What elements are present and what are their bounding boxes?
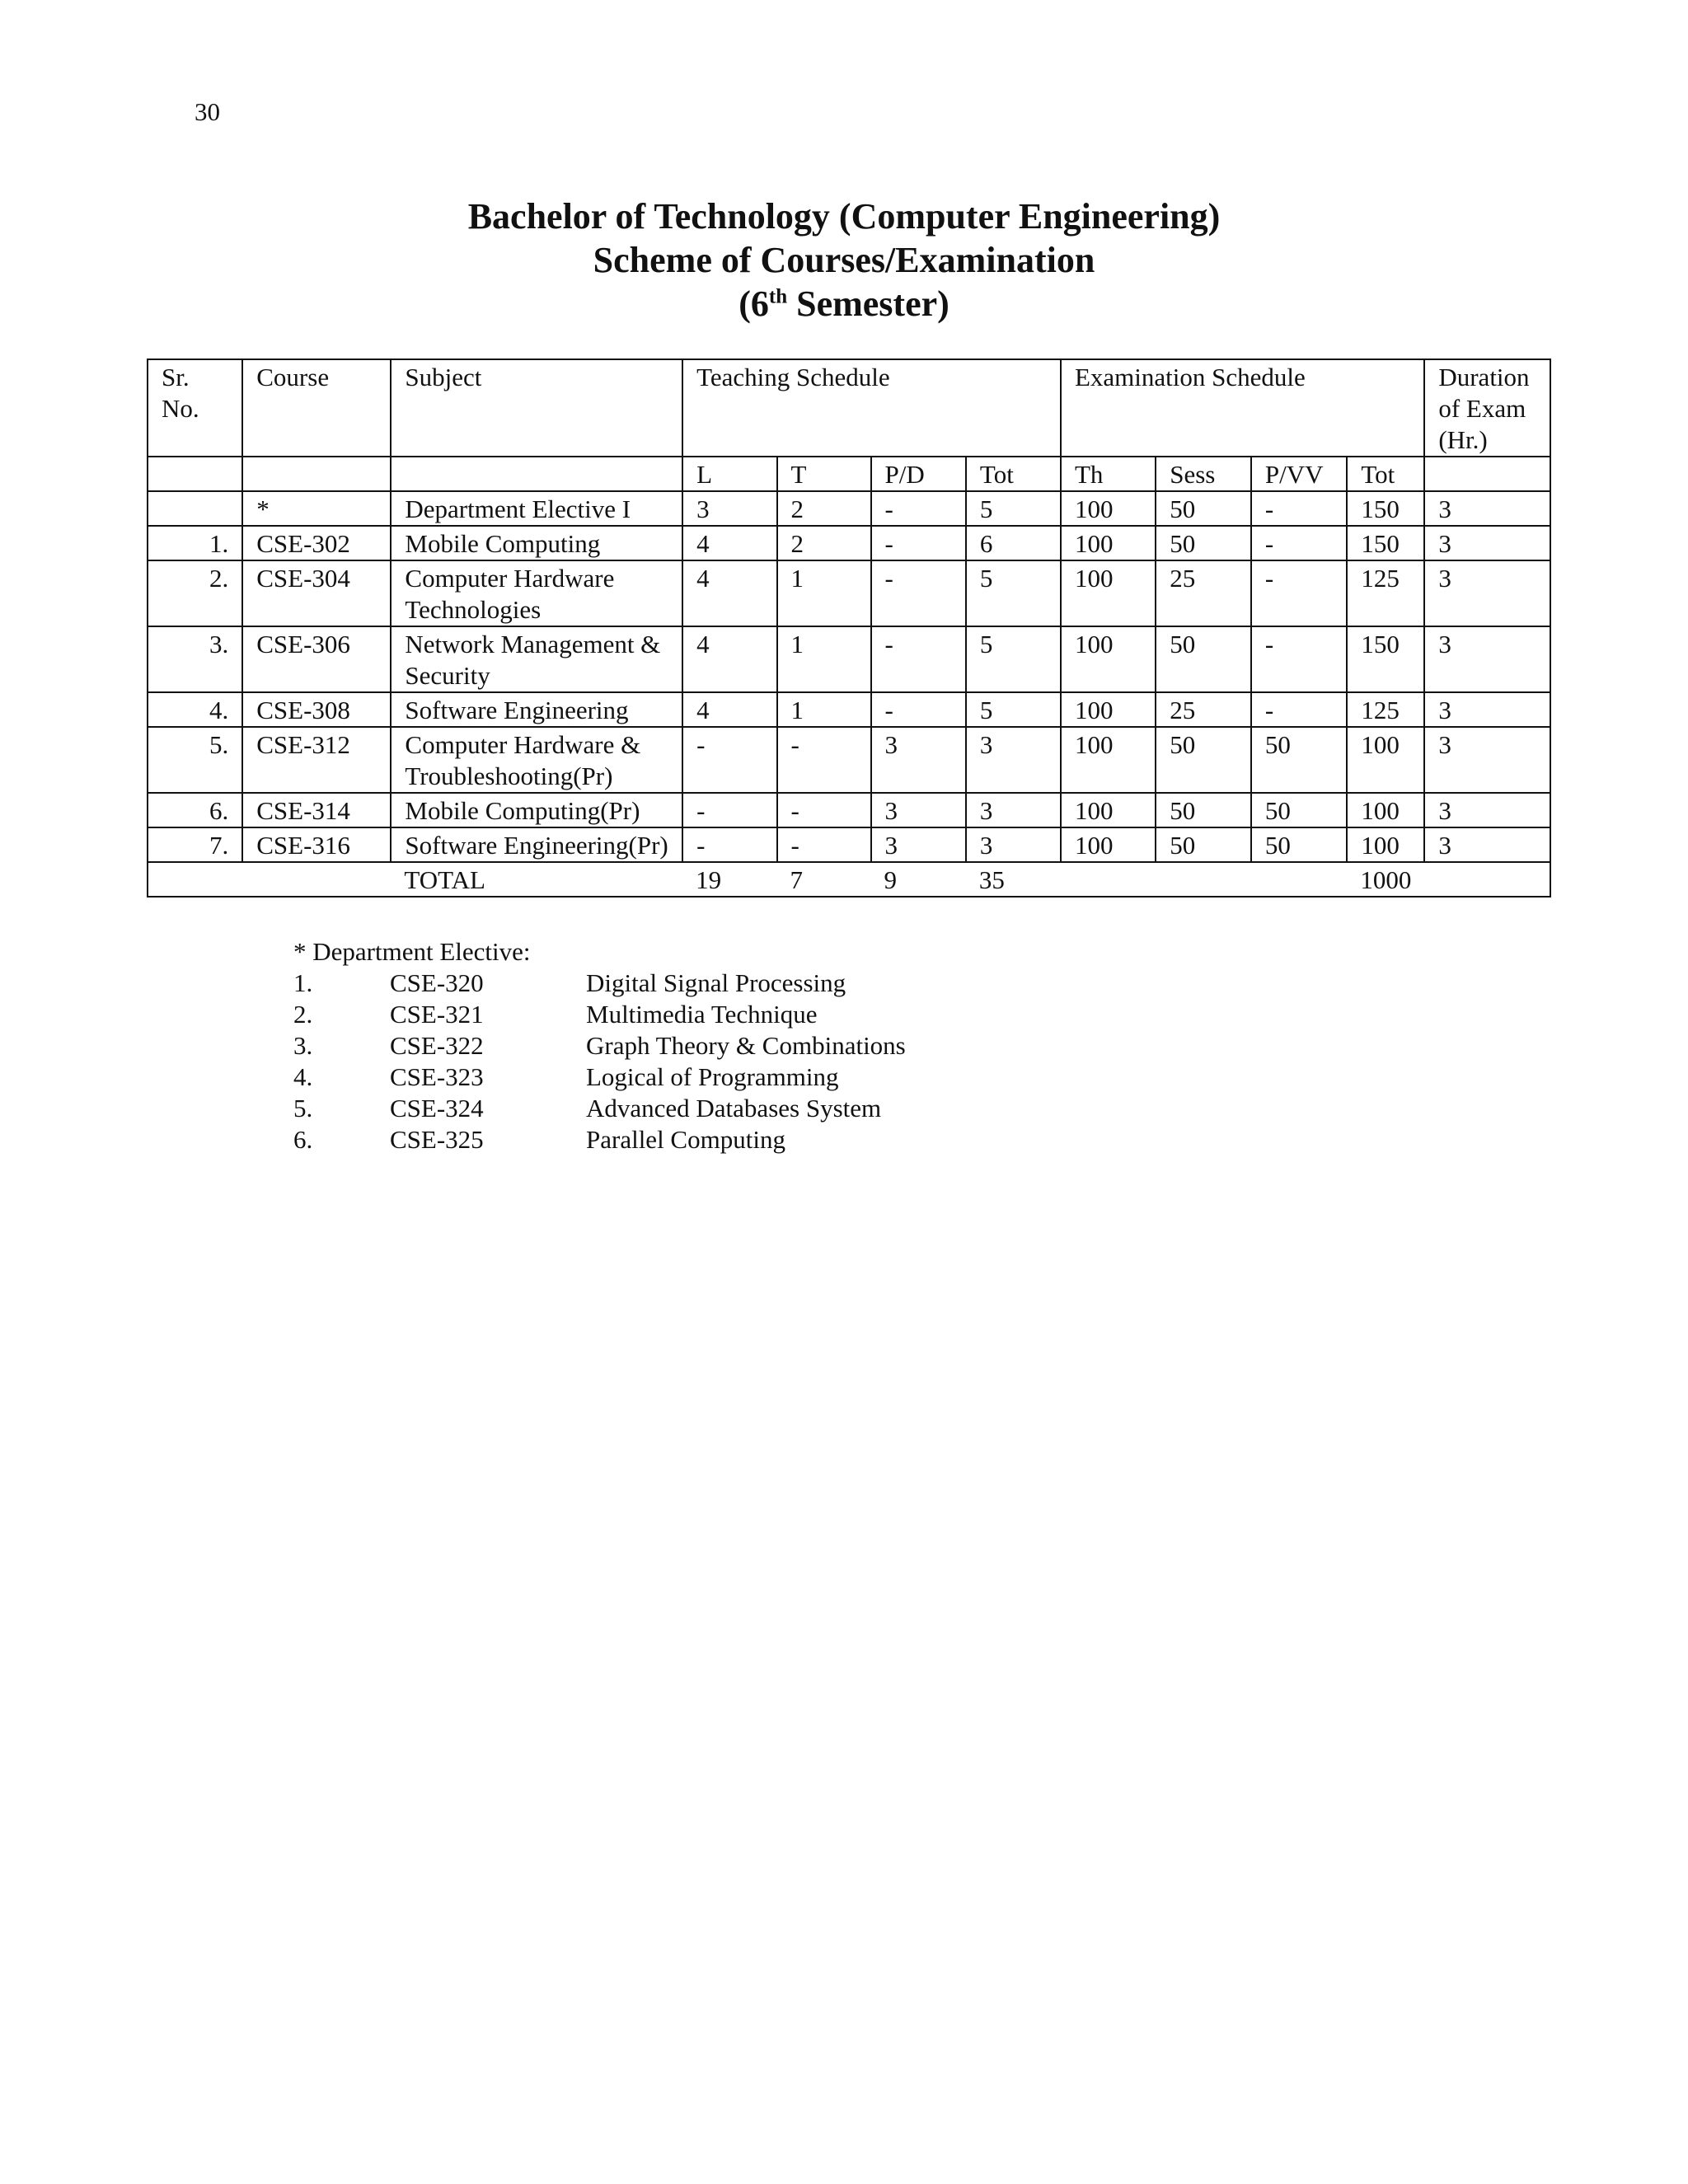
row-sr-no [148, 491, 242, 526]
electives-heading: * Department Elective: [293, 937, 531, 966]
elective-code: CSE-325 [390, 1125, 484, 1154]
title-line-2: Scheme of Courses/Examination [593, 240, 1095, 280]
row-value-cell: 4 [682, 692, 776, 727]
elective-number: 4. [293, 1062, 313, 1091]
page-title [0, 194, 1688, 326]
row-value-cell: 100 [1061, 793, 1156, 827]
table-row [148, 827, 1550, 862]
table-total-row [148, 862, 1550, 897]
row-course-code: CSE-314 [242, 793, 391, 827]
row-value-cell: - [1251, 626, 1347, 692]
row-value-cell: - [871, 692, 966, 727]
title-line-3-open: (6 [738, 284, 769, 324]
row-value-cell: 125 [1347, 560, 1424, 626]
row-value-cell: 3 [1424, 526, 1550, 560]
elective-number: 2. [293, 1000, 313, 1029]
subheader-sess: Sess [1156, 457, 1251, 491]
table-subheader-row [148, 457, 1550, 491]
row-value-cell: 3 [966, 727, 1061, 793]
row-value-cell: 100 [1061, 827, 1156, 862]
title-line-3 [0, 282, 1688, 326]
row-value-cell: 3 [1424, 793, 1550, 827]
row-value-cell: - [682, 793, 776, 827]
title-line-1: Bachelor of Technology (Computer Engineering) [467, 196, 1221, 237]
row-value-cell: 100 [1347, 793, 1424, 827]
row-value-cell: 3 [1424, 560, 1550, 626]
row-value-cell: 50 [1251, 793, 1347, 827]
elective-number: 1. [293, 968, 313, 997]
row-value-cell: 3 [966, 827, 1061, 862]
row-value-cell: 100 [1061, 626, 1156, 692]
elective-name: Graph Theory & Combinations [586, 1031, 906, 1060]
subheader-pd: P/D [871, 457, 966, 491]
total-empty-cell [1424, 862, 1550, 897]
subheader-empty-cell [391, 457, 682, 491]
row-value-cell: - [871, 491, 966, 526]
elective-code: CSE-323 [390, 1062, 484, 1091]
row-value-cell: - [871, 526, 966, 560]
elective-code: CSE-322 [390, 1031, 484, 1060]
header-duration-line-2: of Exam [1438, 394, 1526, 423]
table-row [148, 491, 1550, 526]
elective-code: CSE-321 [390, 1000, 484, 1029]
row-value-cell: 3 [1424, 491, 1550, 526]
row-value-cell: 1 [777, 626, 871, 692]
subheader-empty-cell [242, 457, 391, 491]
row-value-cell: 5 [966, 560, 1061, 626]
elective-name: Digital Signal Processing [586, 968, 846, 997]
subheader-pvv: P/VV [1251, 457, 1347, 491]
subheader-empty-cell [1424, 457, 1550, 491]
row-value-cell: - [1251, 491, 1347, 526]
row-sr-no: 4. [148, 692, 242, 727]
row-value-cell: 3 [1424, 727, 1550, 793]
row-value-cell: 4 [682, 560, 776, 626]
total-exam-tot: 1000 [1347, 862, 1424, 897]
total-t: 7 [777, 862, 871, 897]
header-teaching-schedule: Teaching Schedule [682, 359, 1061, 457]
table-row [148, 793, 1550, 827]
row-value-cell: 1 [777, 692, 871, 727]
row-value-cell: - [777, 727, 871, 793]
row-value-cell: 50 [1251, 827, 1347, 862]
row-sr-no: 1. [148, 526, 242, 560]
subheader-t: T [777, 457, 871, 491]
row-value-cell: 5 [966, 626, 1061, 692]
row-value-cell: 25 [1156, 692, 1251, 727]
row-value-cell: 3 [966, 793, 1061, 827]
scheme-table [147, 359, 1551, 898]
elective-item [293, 1093, 906, 1124]
row-value-cell: 5 [966, 692, 1061, 727]
row-value-cell: 6 [966, 526, 1061, 560]
elective-name: Logical of Programming [586, 1062, 839, 1091]
table-row [148, 626, 1550, 692]
row-value-cell: 3 [682, 491, 776, 526]
elective-number: 6. [293, 1125, 313, 1154]
elective-item [293, 968, 906, 999]
row-value-cell: - [777, 793, 871, 827]
row-value-cell: - [682, 827, 776, 862]
row-subject: Department Elective I [391, 491, 682, 526]
table-row [148, 560, 1550, 626]
row-sr-no: 5. [148, 727, 242, 793]
row-value-cell: 5 [966, 491, 1061, 526]
row-value-cell: 150 [1347, 626, 1424, 692]
header-duration [1424, 359, 1550, 457]
header-sr-line-2: No. [162, 394, 199, 423]
row-course-code: CSE-302 [242, 526, 391, 560]
department-electives [293, 936, 906, 1155]
elective-number: 3. [293, 1031, 313, 1060]
elective-item [293, 999, 906, 1030]
row-value-cell: 4 [682, 526, 776, 560]
row-value-cell: 50 [1156, 827, 1251, 862]
row-value-cell: 4 [682, 626, 776, 692]
row-value-cell: - [871, 626, 966, 692]
elective-item [293, 1062, 906, 1093]
row-sr-no: 3. [148, 626, 242, 692]
row-subject: Software Engineering [391, 692, 682, 727]
row-course-code: CSE-316 [242, 827, 391, 862]
header-sr-no [148, 359, 242, 457]
row-value-cell: 50 [1156, 727, 1251, 793]
row-value-cell: - [1251, 560, 1347, 626]
subheader-l: L [682, 457, 776, 491]
total-teaching-tot: 35 [966, 862, 1061, 897]
elective-code: CSE-324 [390, 1094, 484, 1122]
subheader-th: Th [1061, 457, 1156, 491]
row-course-code: * [242, 491, 391, 526]
row-value-cell: 3 [1424, 827, 1550, 862]
row-value-cell: 150 [1347, 526, 1424, 560]
row-subject: Computer Hardware Technologies [391, 560, 682, 626]
row-value-cell: 3 [871, 727, 966, 793]
header-duration-line-3: (Hr.) [1438, 425, 1488, 454]
table-row [148, 526, 1550, 560]
row-sr-no: 6. [148, 793, 242, 827]
row-value-cell: 50 [1156, 526, 1251, 560]
row-value-cell: 1 [777, 560, 871, 626]
table-row [148, 727, 1550, 793]
row-value-cell: 2 [777, 491, 871, 526]
row-value-cell: 3 [1424, 626, 1550, 692]
row-value-cell: 50 [1156, 626, 1251, 692]
row-value-cell: 100 [1061, 692, 1156, 727]
row-sr-no: 2. [148, 560, 242, 626]
page-number: 30 [195, 97, 220, 126]
row-value-cell: 3 [1424, 692, 1550, 727]
row-value-cell: 100 [1061, 491, 1156, 526]
header-duration-line-1: Duration [1438, 363, 1530, 391]
row-value-cell: - [871, 560, 966, 626]
row-subject: Mobile Computing(Pr) [391, 793, 682, 827]
row-value-cell: 3 [871, 827, 966, 862]
subheader-teaching-tot: Tot [966, 457, 1061, 491]
row-value-cell: 3 [871, 793, 966, 827]
row-value-cell: 100 [1061, 727, 1156, 793]
total-label: TOTAL [391, 862, 682, 897]
table-row [148, 692, 1550, 727]
row-course-code: CSE-308 [242, 692, 391, 727]
row-value-cell: 100 [1061, 560, 1156, 626]
title-superscript: th [768, 285, 788, 308]
total-empty-cell [1061, 862, 1347, 897]
elective-name: Multimedia Technique [586, 1000, 818, 1029]
row-value-cell: 100 [1061, 526, 1156, 560]
elective-name: Advanced Databases System [586, 1094, 882, 1122]
title-line-3-rest: Semester) [787, 284, 950, 324]
row-course-code: CSE-306 [242, 626, 391, 692]
row-value-cell: 150 [1347, 491, 1424, 526]
row-value-cell: 100 [1347, 727, 1424, 793]
row-value-cell: 50 [1251, 727, 1347, 793]
row-value-cell: - [777, 827, 871, 862]
table-header-row [148, 359, 1550, 457]
subheader-empty-cell [148, 457, 242, 491]
elective-code: CSE-320 [390, 968, 484, 997]
row-value-cell: 25 [1156, 560, 1251, 626]
electives-list [293, 968, 906, 1155]
row-subject: Mobile Computing [391, 526, 682, 560]
header-subject: Subject [391, 359, 682, 457]
header-examination-schedule: Examination Schedule [1061, 359, 1424, 457]
header-sr-line-1: Sr. [162, 363, 190, 391]
row-value-cell: 100 [1347, 827, 1424, 862]
row-course-code: CSE-312 [242, 727, 391, 793]
total-empty-cell [148, 862, 391, 897]
subheader-exam-tot: Tot [1347, 457, 1424, 491]
row-sr-no: 7. [148, 827, 242, 862]
row-subject: Software Engineering(Pr) [391, 827, 682, 862]
row-value-cell: 50 [1156, 793, 1251, 827]
row-course-code: CSE-304 [242, 560, 391, 626]
elective-item [293, 1124, 906, 1155]
row-value-cell: 2 [777, 526, 871, 560]
total-l: 19 [682, 862, 776, 897]
row-value-cell: 125 [1347, 692, 1424, 727]
total-pd: 9 [871, 862, 966, 897]
elective-item [293, 1030, 906, 1062]
row-value-cell: - [1251, 526, 1347, 560]
row-subject: Computer Hardware & Troubleshooting(Pr) [391, 727, 682, 793]
row-value-cell: 50 [1156, 491, 1251, 526]
header-course: Course [242, 359, 391, 457]
row-value-cell: - [1251, 692, 1347, 727]
row-value-cell: - [682, 727, 776, 793]
row-subject: Network Management & Security [391, 626, 682, 692]
elective-name: Parallel Computing [586, 1125, 785, 1154]
elective-number: 5. [293, 1094, 313, 1122]
